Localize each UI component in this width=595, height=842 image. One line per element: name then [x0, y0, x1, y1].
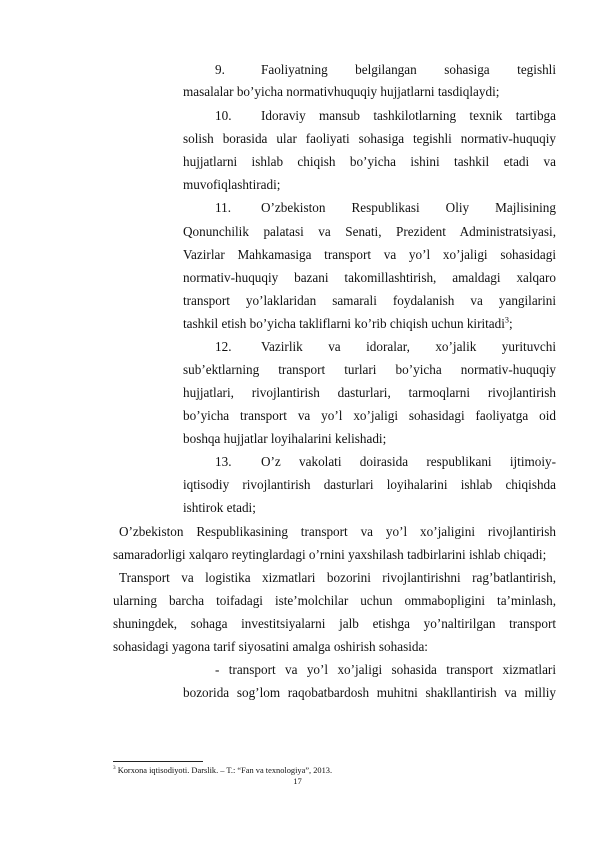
item-line: sub’ektlarning transport turlari bo’yicha normativ-huquqiy: [183, 362, 556, 377]
item-number: 13.: [215, 454, 232, 469]
item-line-text: tashkil etish bo’yicha takliflarni ko’rib chiqish uchun kiritadi: [183, 316, 505, 331]
item-line: O’z vakolati doirasida respublikani ijtimoiy-: [261, 454, 556, 469]
item-line: Faoliyatning belgilangan sohasiga tegishli: [261, 62, 556, 77]
dash-item-line: bozorida sog’lom raqobatbardosh muhitni shakllantirish va milliy: [183, 685, 556, 700]
item-line: masalalar bo’yicha normativhuquqiy hujjatlarni tasdiqlaydi;: [183, 84, 500, 99]
item-line: hujjatlari, rivojlantirish dasturlari, tarmoqlarni rivojlantirish: [183, 385, 556, 400]
paragraph-line: ularning barcha toifadagi iste’molchilar uchun ommabopligini ta’minlash,: [113, 593, 556, 608]
footnote-marker: 3: [113, 765, 116, 772]
item-line: solish borasida ular faoliyati sohasiga tegishli normativ-huquqiy: [183, 131, 556, 146]
item-line-with-footnote: [183, 316, 513, 332]
item-line: normativ-huquqiy bazani takomillashtirish, amaldagi xalqaro: [183, 270, 556, 285]
paragraph-line: samaradorligi xalqaro reytinglardagi o’rnini yaxshilash tadbirlarini ishlab chiqadi;: [113, 547, 547, 562]
item-line: transport yo’laklaridan samarali foydalanish va yangilarini: [183, 293, 556, 308]
paragraph-line: O’zbekiston Respublikasining transport va yo’l xo’jaligini rivojlantirish: [119, 524, 556, 539]
item-line: iqtisodiy rivojlantirish dasturlari loyihalarini ishlab chiqishda: [183, 477, 556, 492]
footnote: [113, 765, 332, 776]
dash-item-line: - transport va yo’l xo’jaligi sohasida transport xizmatlari: [215, 662, 556, 677]
paragraph-line: Transport va logistika xizmatlari bozorini rivojlantirishni rag’batlantirish,: [119, 570, 556, 585]
item-line: hujjatlarni ishlab chiqish bo’yicha ishini tashkil etadi va: [183, 154, 556, 169]
item-number: 12.: [215, 339, 232, 354]
item-line: ishtirok etadi;: [183, 500, 256, 515]
item-line: boshqa hujjatlar loyihalarini kelishadi;: [183, 431, 387, 446]
item-line-end: ;: [509, 316, 513, 331]
item-number: 10.: [215, 108, 232, 123]
footnote-text: Korxona iqtisodiyoti. Darslik. – T.: “Fan va texnologiya”, 2013.: [115, 766, 333, 775]
paragraph-line: sohasidagi yagona tarif siyosatini amalga oshirish sohasida:: [113, 639, 428, 654]
item-line: Qonunchilik palatasi va Senati, Prezident Administratsiyasi,: [183, 224, 556, 239]
item-line: bo’yicha transport va yo’l xo’jaligi sohasidagi faoliyatga oid: [183, 408, 556, 423]
page-number: 17: [293, 776, 302, 786]
item-number: 11.: [215, 200, 231, 215]
footnote-reference[interactable]: 3: [504, 315, 510, 325]
item-line: Vazirlik va idoralar, xo’jalik yurituvchi: [261, 339, 556, 354]
item-line: O’zbekiston Respublikasi Oliy Majlisining: [261, 200, 556, 215]
item-line: Idoraviy mansub tashkilotlarning texnik tartibga: [261, 108, 556, 123]
item-line: muvofiqlashtiradi;: [183, 177, 281, 192]
item-number: 9.: [215, 62, 225, 77]
item-line: Vazirlar Mahkamasiga transport va yo’l xo’jaligi sohasidagi: [183, 247, 556, 262]
footnote-separator: [113, 761, 203, 762]
paragraph-line: shuningdek, sohaga investitsiyalarni jalb etishga yo’naltirilgan transport: [113, 616, 556, 631]
